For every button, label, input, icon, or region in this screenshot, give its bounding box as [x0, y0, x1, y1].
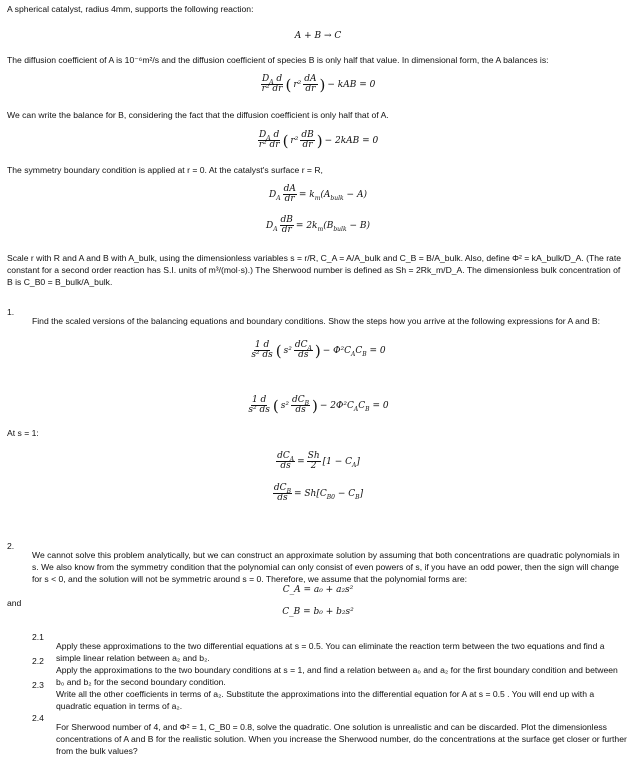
item-2-2-text: Apply the approximations to the two boundary conditions at s = 1, and find a relation between a₀ and a₂ for the first boundary condition and between b₀ and b₂ for the second boundary condition. [56, 664, 618, 687]
question-1-number: 1. [7, 307, 15, 317]
intro-line: A spherical catalyst, radius 4mm, supports the following reaction: [7, 4, 254, 14]
polynomial-b [0, 606, 636, 618]
boundary-paragraph: The symmetry boundary condition is applied at r = 0. At the catalyst's surface r = R, [7, 165, 323, 175]
item-2-1-number: 2.1 [32, 632, 44, 642]
and-label: and [7, 598, 22, 608]
scaled-equation-a: $\frac{1 d}{\text{s² ds}}$ ( s² $\frac{dC_A}{ds}$ ) − $\Phi^2C_AC_B = 0$ [251, 340, 386, 360]
polynomial-b-text: C_B = b₀ + b₂s² [282, 607, 354, 617]
polynomial-a-text: C_A = a₀ + a₂s² [282, 585, 354, 595]
reaction-text: A + B → C [294, 31, 342, 41]
item-2-4-number: 2.4 [32, 713, 44, 723]
boundary-equation-a: $D_A$ $\frac{dA}{dr}$ = $k_m(A_{bulk} - A)$ [269, 184, 367, 204]
scaling-paragraph: Scale r with R and A and B with A_bulk, using the dimensionless variables s = r/R, C_A = A/A_bulk and C_B = B/A_bulk. Also, define Φ² = kA_bulk/D_A. (The rate constant for a second order reaction has S.I. units of m³/(mol·s).) The Sherwood number is defined as Sh = 2Rk_m/D_A. The dimensionless bulk concentration of B is C_B0 = B_bulk/A_bulk. [7, 253, 622, 287]
scaled-boundary-a: $\frac{dC_A}{ds}$ = $\frac{Sh}{2}$ $[1 - C_A]$ [277, 451, 360, 471]
item-2-2-number: 2.2 [32, 656, 44, 666]
polynomial-a [0, 584, 636, 596]
diffusion-paragraph: The diffusion coefficient of A is 10⁻⁶m²/s and the diffusion coefficient of species B is only half that value. In dimensional form, the A balances is: [7, 55, 549, 65]
boundary-equation-b: $D_A$ $\frac{dB}{dr}$ = $2k_m(B_{bulk} - B)$ [265, 215, 370, 235]
balance-equation-a: $\frac{D_A d}{\text{r² dr}}$ ( r² $\frac{dA}{dr}$ ) − kAB = 0 [261, 74, 376, 94]
item-2-3-number: 2.3 [32, 680, 44, 690]
b-balance-paragraph: We can write the balance for B, considering the fact that the diffusion coefficient is only half that of A. [7, 110, 389, 120]
question-2-number: 2. [7, 541, 15, 551]
scaled-boundary-b: $\frac{dC_B}{ds}$ = $Sh[C_{B0} - C_B]$ [273, 483, 364, 503]
item-2-3-text: Write all the other coefficients in terms of a₂. Substitute the approximations into the differential equation for A at s = 0.5 . You will end up with a quadratic equation in terms of a₂. [56, 688, 595, 711]
question-2-text: We cannot solve this problem analytically, but we can construct an approximate solution by assuming that both concentrations are quadratic polynomials in s. We also know from the symmetry condition that the polynomial can only consist of even powers of s, if you have an odd power, then the sign will change for s < 0, and the solution will not be symmetric around s = 0. Therefore, we assume that the polynomial forms are: [32, 549, 620, 584]
item-2-1-text: Apply these approximations to the two differential equations at s = 0.5. You can eliminate the reaction term between the two equations and find a simple linear relation between a₂ and b₂. [56, 640, 605, 663]
item-2-4-text: For Sherwood number of 4, and Φ² = 1, C_B0 = 0.8, solve the quadratic. One solution is unrealistic and can be discarded. Plot the dimensionless concentrations of A and B for the realistic solution. When you increase the Sherwood number, do the concentrations at the surface get closer or further from the bulk values? [56, 721, 627, 756]
reaction-equation [0, 30, 636, 42]
at-s-label: At s = 1: [7, 428, 39, 438]
scaled-equation-b: $\frac{1 d}{\text{s² ds}}$ ( s² $\frac{dC_B}{ds}$ ) − $2\Phi^2C_AC_B = 0$ [248, 395, 389, 415]
balance-equation-b: $\frac{D_A d}{\text{r² dr}}$ ( r² $\frac{dB}{dr}$ ) − 2kAB = 0 [258, 130, 379, 150]
question-1-text: Find the scaled versions of the balancing equations and boundary conditions. Show the steps how you arrive at the following expressions for A and B: [32, 315, 601, 326]
